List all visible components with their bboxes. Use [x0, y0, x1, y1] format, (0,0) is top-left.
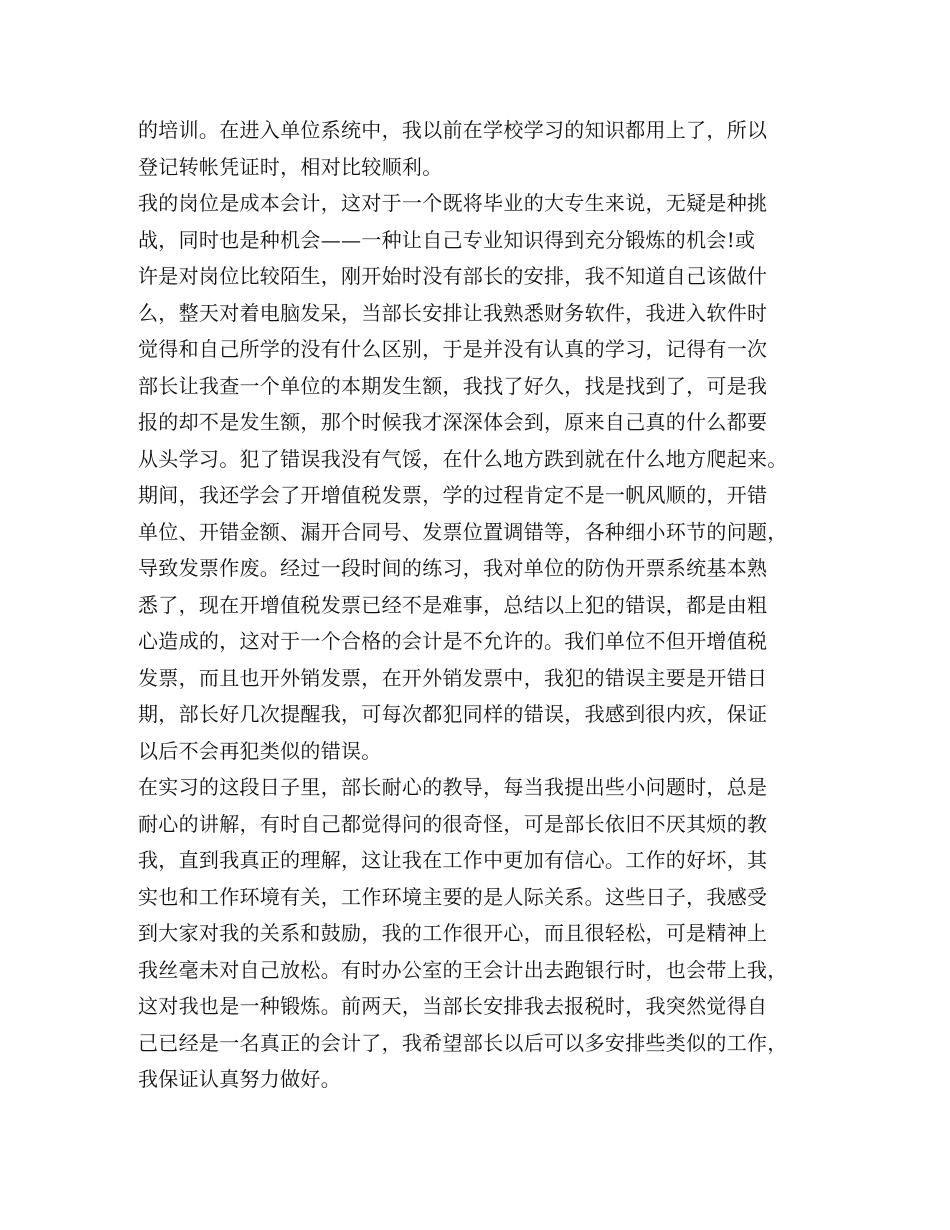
text-line: 导致发票作废。经过一段时间的练习，我对单位的防伪开票系统基本熟: [138, 556, 768, 580]
text-line: 我的岗位是成本会计，这对于一个既将毕业的大专生来说，无疑是种挑: [138, 191, 768, 215]
text-line: 我，直到我真正的理解，这让我在工作中更加有信心。工作的好坏，其: [138, 848, 768, 872]
text-line: 心造成的，这对于一个合格的会计是不允许的。我们单位不但开增值税: [138, 629, 768, 653]
text-line: 悉了，现在开增值税发票已经不是难事，总结以上犯的错误，都是由粗: [138, 592, 768, 617]
text-line: 期，部长好几次提醒我，可每次都犯同样的错误，我感到很内疚，保证: [138, 702, 768, 726]
document-body: [138, 112, 828, 1098]
text-line: 以后不会再犯类似的错误。: [138, 738, 382, 763]
text-line: 耐心的讲解，有时自己都觉得问的很奇怪，可是部长依旧不厌其烦的教: [138, 811, 768, 836]
text-line: 的培训。在进入单位系统中，我以前在学校学习的知识都用上了，所以: [138, 118, 768, 142]
text-line: 期间，我还学会了开增值税发票，学的过程肯定不是一帆风顺的，开错: [138, 483, 768, 507]
text-line: 从头学习。犯了错误我没有气馁，在什么地方跌到就在什么地方爬起来。: [138, 446, 788, 471]
text-line: 登记转帐凭证时，相对比较顺利。: [138, 154, 443, 179]
text-line: 战，同时也是种机会——一种让自己专业知识得到充分锻炼的机会!或: [138, 227, 756, 252]
text-line: 我丝毫未对自己放松。有时办公室的王会计出去跑银行时，也会带上我，: [138, 957, 788, 982]
text-line: 许是对岗位比较陌生，刚开始时没有部长的安排，我不知道自己该做什: [138, 264, 768, 288]
text-line: 发票，而且也开外销发票，在开外销发票中，我犯的错误主要是开错日: [138, 665, 768, 690]
text-line: 实也和工作环境有关，工作环境主要的是人际关系。这些日子，我感受: [138, 884, 768, 909]
text-line: 部长让我查一个单位的本期发生额，我找了好久，找是找到了，可是我: [138, 373, 768, 398]
text-line: 觉得和自己所学的没有什么区别，于是并没有认真的学习，记得有一次: [138, 337, 768, 361]
text-line: 我保证认真努力做好。: [138, 1067, 341, 1091]
text-line: 么，整天对着电脑发呆，当部长安排让我熟悉财务软件，我进入软件时: [138, 300, 768, 325]
text-line: 单位、开错金额、漏开合同号、发票位置调错等，各种细小环节的问题，: [138, 519, 788, 544]
text-line: 在实习的这段日子里，部长耐心的教导，每当我提出些小问题时，总是: [138, 775, 768, 799]
text-line: 己已经是一名真正的会计了，我希望部长以后可以多安排些类似的工作，: [138, 1030, 788, 1055]
text-line: 这对我也是一种锻炼。前两天，当部长安排我去报税时，我突然觉得自: [138, 994, 768, 1018]
text-line: 报的却不是发生额，那个时候我才深深体会到，原来自己真的什么都要: [138, 410, 768, 434]
text-line: 到大家对我的关系和鼓励，我的工作很开心，而且很轻松，可是精神上: [138, 921, 768, 945]
